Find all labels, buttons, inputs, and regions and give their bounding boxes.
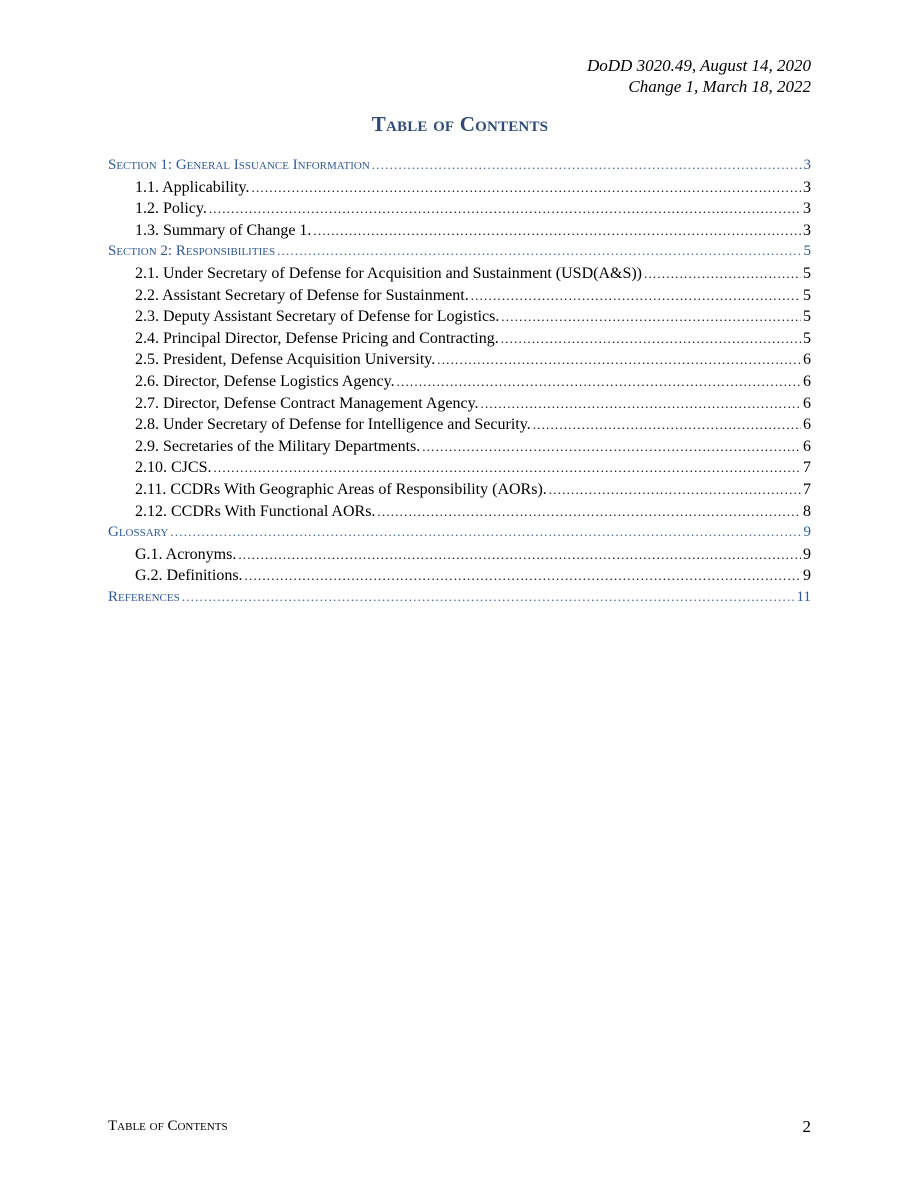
- toc-page-number: 3: [803, 221, 811, 239]
- toc-entry-label: Section 1: General Issuance Information: [108, 157, 370, 173]
- toc-page-number: 3: [803, 200, 811, 218]
- table-of-contents: [108, 157, 811, 610]
- toc-entry-link[interactable]: [108, 179, 811, 201]
- toc-page-number: 5: [803, 329, 811, 347]
- toc-section-link[interactable]: [108, 589, 811, 611]
- toc-entry-label: 2.11. CCDRs With Geographic Areas of Responsibility (AORs).: [135, 480, 547, 498]
- toc-page-number: 6: [803, 437, 811, 455]
- header-change-date: Change 1, March 18, 2022: [628, 77, 811, 96]
- toc-page-number: 5: [803, 308, 811, 326]
- toc-entry-label: 2.2. Assistant Secretary of Defense for Sustainment.: [135, 286, 469, 304]
- toc-section-link[interactable]: [108, 243, 811, 265]
- dot-leader: [397, 374, 801, 390]
- toc-entry-link[interactable]: [108, 222, 811, 244]
- toc-entry-label: Glossary: [108, 524, 169, 541]
- toc-page-number: 5: [803, 243, 811, 260]
- toc-page-number: 7: [803, 480, 811, 498]
- toc-page-number: 5: [803, 264, 811, 282]
- toc-entry-link[interactable]: [108, 200, 811, 222]
- toc-entry-link[interactable]: [108, 416, 811, 438]
- toc-entry-label: 2.12. CCDRs With Functional AORs.: [135, 502, 376, 520]
- toc-entry-label: 1.2. Policy.: [135, 200, 207, 218]
- toc-entry-label: 1.3. Summary of Change 1.: [135, 221, 312, 239]
- toc-entry-link[interactable]: [108, 567, 811, 589]
- toc-entry-label: 2.8. Under Secretary of Defense for Intelligence and Security.: [135, 416, 531, 434]
- toc-entry-link[interactable]: [108, 373, 811, 395]
- toc-entry-link[interactable]: [108, 481, 811, 503]
- dot-leader: [170, 524, 801, 540]
- dot-leader: [501, 331, 801, 347]
- toc-page-number: 8: [803, 502, 811, 520]
- toc-page-number: 5: [803, 286, 811, 304]
- toc-entry-label: 1.1. Applicability.: [135, 178, 250, 196]
- toc-page-number: 6: [803, 394, 811, 412]
- toc-entry-link[interactable]: [108, 308, 811, 330]
- dot-leader: [644, 266, 801, 282]
- toc-entry-label: Section 2: Responsibilities: [108, 243, 276, 260]
- toc-page-number: 6: [803, 416, 811, 434]
- dot-leader: [245, 568, 801, 584]
- toc-page-number: 6: [803, 372, 811, 390]
- toc-entry-link[interactable]: [108, 459, 811, 481]
- footer-label: Table of Contents: [108, 1118, 228, 1134]
- toc-entry-label: 2.4. Principal Director, Defense Pricing and Contracting.: [135, 329, 499, 347]
- dot-leader: [277, 243, 801, 259]
- toc-entry-link[interactable]: [108, 438, 811, 460]
- dot-leader: [213, 460, 801, 476]
- toc-entry-label: G.2. Definitions.: [135, 567, 243, 585]
- page-header: [587, 55, 811, 97]
- toc-entry-link[interactable]: [108, 351, 811, 373]
- dot-leader: [372, 157, 802, 173]
- toc-page-number: 3: [803, 157, 811, 173]
- dot-leader: [182, 589, 795, 605]
- toc-entry-label: 2.3. Deputy Assistant Secretary of Defense for Logistics.: [135, 308, 500, 326]
- toc-entry-link[interactable]: [108, 395, 811, 417]
- toc-entry-label: 2.10. CJCS.: [135, 459, 212, 477]
- toc-entry-link[interactable]: [108, 287, 811, 309]
- toc-page-number: 6: [803, 351, 811, 369]
- toc-entry-link[interactable]: [108, 546, 811, 568]
- dot-leader: [549, 482, 801, 498]
- dot-leader: [481, 396, 801, 412]
- dot-leader: [238, 547, 801, 563]
- footer-page-number: 2: [802, 1117, 811, 1136]
- toc-entry-label: 2.6. Director, Defense Logistics Agency.: [135, 372, 395, 390]
- dot-leader: [533, 417, 801, 433]
- dot-leader: [422, 439, 801, 455]
- toc-entry-label: 2.5. President, Defense Acquisition University.: [135, 351, 436, 369]
- dot-leader: [313, 223, 801, 239]
- dot-leader: [501, 309, 801, 325]
- toc-page-number: 7: [803, 459, 811, 477]
- toc-section-link[interactable]: [108, 157, 811, 179]
- toc-entry-label: G.1. Acronyms.: [135, 545, 237, 563]
- toc-entry-label: 2.9. Secretaries of the Military Departments.: [135, 437, 421, 455]
- toc-entry-link[interactable]: [108, 330, 811, 352]
- page-title: Table of Contents: [371, 112, 549, 136]
- toc-section-link[interactable]: [108, 524, 811, 546]
- toc-entry-link[interactable]: [108, 503, 811, 525]
- toc-entry-link[interactable]: [108, 265, 811, 287]
- header-document-id: DoDD 3020.49, August 14, 2020: [587, 56, 811, 75]
- dot-leader: [252, 180, 801, 196]
- toc-entry-label: 2.7. Director, Defense Contract Management Agency.: [135, 394, 479, 412]
- toc-page-number: 9: [803, 567, 811, 585]
- toc-page-number: 9: [803, 524, 811, 541]
- toc-page-number: 11: [796, 588, 811, 605]
- dot-leader: [377, 504, 801, 520]
- dot-leader: [209, 201, 801, 217]
- dot-leader: [437, 352, 801, 368]
- toc-page-number: 9: [803, 545, 811, 563]
- dot-leader: [471, 288, 801, 304]
- toc-entry-label: References: [108, 588, 180, 605]
- toc-entry-label: 2.1. Under Secretary of Defense for Acquisition and Sustainment (USD(A&S)): [135, 264, 642, 282]
- toc-page-number: 3: [803, 178, 811, 196]
